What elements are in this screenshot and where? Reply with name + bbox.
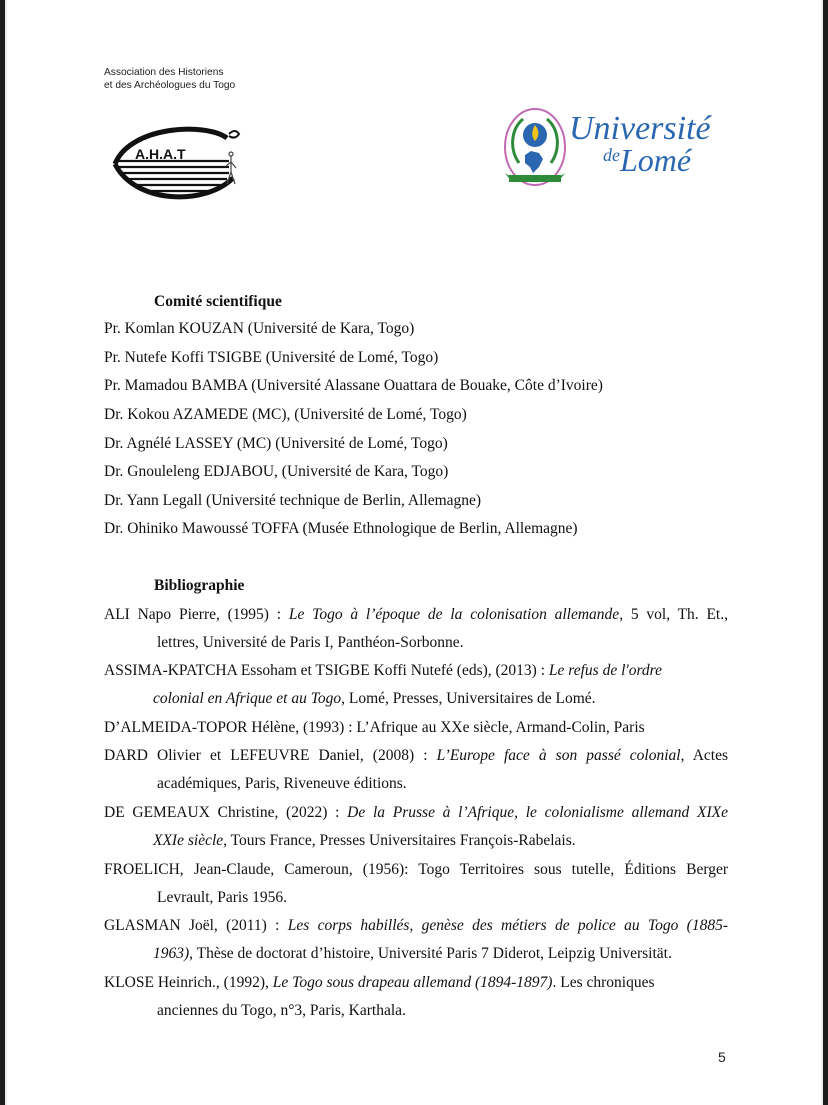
committee-member: Dr. Yann Legall (Université technique de Berlin, Allemagne) [104,492,482,509]
committee-member: Dr. Kokou AZAMEDE (MC), (Université de Lomé, Togo) [104,406,467,423]
committee-member: Pr. Mamadou BAMBA (Université Alassane Ouattara de Bouake, Côte d’Ivoire) [104,377,603,394]
bibliography-entry-continuation [153,945,672,963]
bibliography-entry-continuation [153,832,576,850]
bibliography-title: Bibliographie [154,577,245,594]
committee-member: Pr. Nutefe Koffi TSIGBE (Université de Lomé, Togo) [104,349,439,366]
bibliography-entry [104,662,662,680]
entry-text: DE GEMEAUX Christine, (2022) : [104,804,348,821]
entry-text: , Lomé, Presses, Universitaires de Lomé. [341,690,596,707]
entry-text: D’ALMEIDA-TOPOR Hélène, (1993) : L’Afrique au XXe siècle, Armand-Colin, Paris [104,719,645,736]
entry-text: . Les chroniques [552,974,655,991]
entry-title: Les corps habillés, genèse des métiers de police au Togo (1885- [287,917,728,934]
entry-title: Le refus de l'ordre [548,662,663,679]
entry-text: , Thèse de doctorat d’histoire, Université Paris 7 Diderot, Leipzig Universität. [189,945,672,962]
bibliography-entry-continuation [153,690,596,708]
bibliography-entry [104,747,728,765]
bibliography-entry [104,719,645,737]
bibliography-entry [104,917,728,935]
entry-text: , Actes [680,747,728,764]
ahat-logo [105,120,245,204]
association-line-1: Association des Historiens [104,67,224,78]
entry-text: GLASMAN Joël, (2011) : [104,917,288,934]
bibliography-entry [104,861,728,879]
de-word: de [603,145,620,165]
bibliography-entry-continuation [157,1002,406,1020]
bibliography-entry [104,804,728,822]
entry-text: Levrault, Paris 1956. [157,889,288,906]
entry-text: lettres, Université de Paris I, Panthéon-Sorbonne. [157,634,464,651]
entry-title: L’Europe face à son passé colonial [436,747,681,764]
association-line-2: et des Archéologues du Togo [104,79,236,91]
association-name [104,67,235,92]
entry-title: XXIe siècle [153,832,224,849]
committee-member: Dr. Ohiniko Mawoussé TOFFA (Musée Ethnologique de Berlin, Allemagne) [104,520,578,537]
entry-text: ALI Napo Pierre, (1995) : [104,606,289,623]
committee-member: Dr. Gnouleleng EDJABOU, (Université de Kara, Togo) [104,463,449,480]
page-number: 5 [718,1049,726,1065]
entry-text: académiques, Paris, Riveneuve éditions. [157,775,407,792]
ahat-logo-text: A.H.A.T [135,146,186,162]
entry-text: , Tours France, Presses Universitaires François-Rabelais. [223,832,576,849]
entry-text: anciennes du Togo, n°3, Paris, Karthala. [157,1002,406,1019]
lome-word: Lomé [620,142,692,178]
entry-text: , 5 vol, Th. Et., [619,606,728,623]
entry-title: colonial en Afrique et au Togo [153,690,342,707]
document-page [5,0,823,1105]
committee-member: Pr. Komlan KOUZAN (Université de Kara, Togo) [104,320,415,337]
bibliography-entry-continuation [157,634,464,652]
committee-title: Comité scientifique [154,293,282,310]
universite-de-lome-wordmark [569,112,711,179]
entry-title: De la Prusse à l’Afrique, le colonialisme allemand XIXe [347,804,728,821]
bibliography-entry-continuation [157,775,407,793]
entry-title: 1963) [153,945,190,962]
entry-title: Le Togo à l’époque de la colonisation allemande [288,606,620,623]
bibliography-entry [104,606,728,624]
committee-member: Dr. Agnélé LASSEY (MC) (Université de Lomé, Togo) [104,435,448,452]
universite-word: Université [569,110,711,147]
bibliography-entry-continuation [157,889,287,907]
bibliography-entry [104,974,655,992]
entry-text: FROELICH, Jean-Claude, Cameroun, (1956): Togo Territoires sous tutelle, Éditions Berger [104,861,728,878]
entry-text: ASSIMA-KPATCHA Essoham et TSIGBE Koffi Nutefé (eds), (2013) : [104,662,549,679]
entry-title: Le Togo sous drapeau allemand (1894-1897) [272,974,553,991]
entry-text: DARD Olivier et LEFEUVRE Daniel, (2008) : [104,747,437,764]
entry-text: KLOSE Heinrich., (1992), [104,974,273,991]
